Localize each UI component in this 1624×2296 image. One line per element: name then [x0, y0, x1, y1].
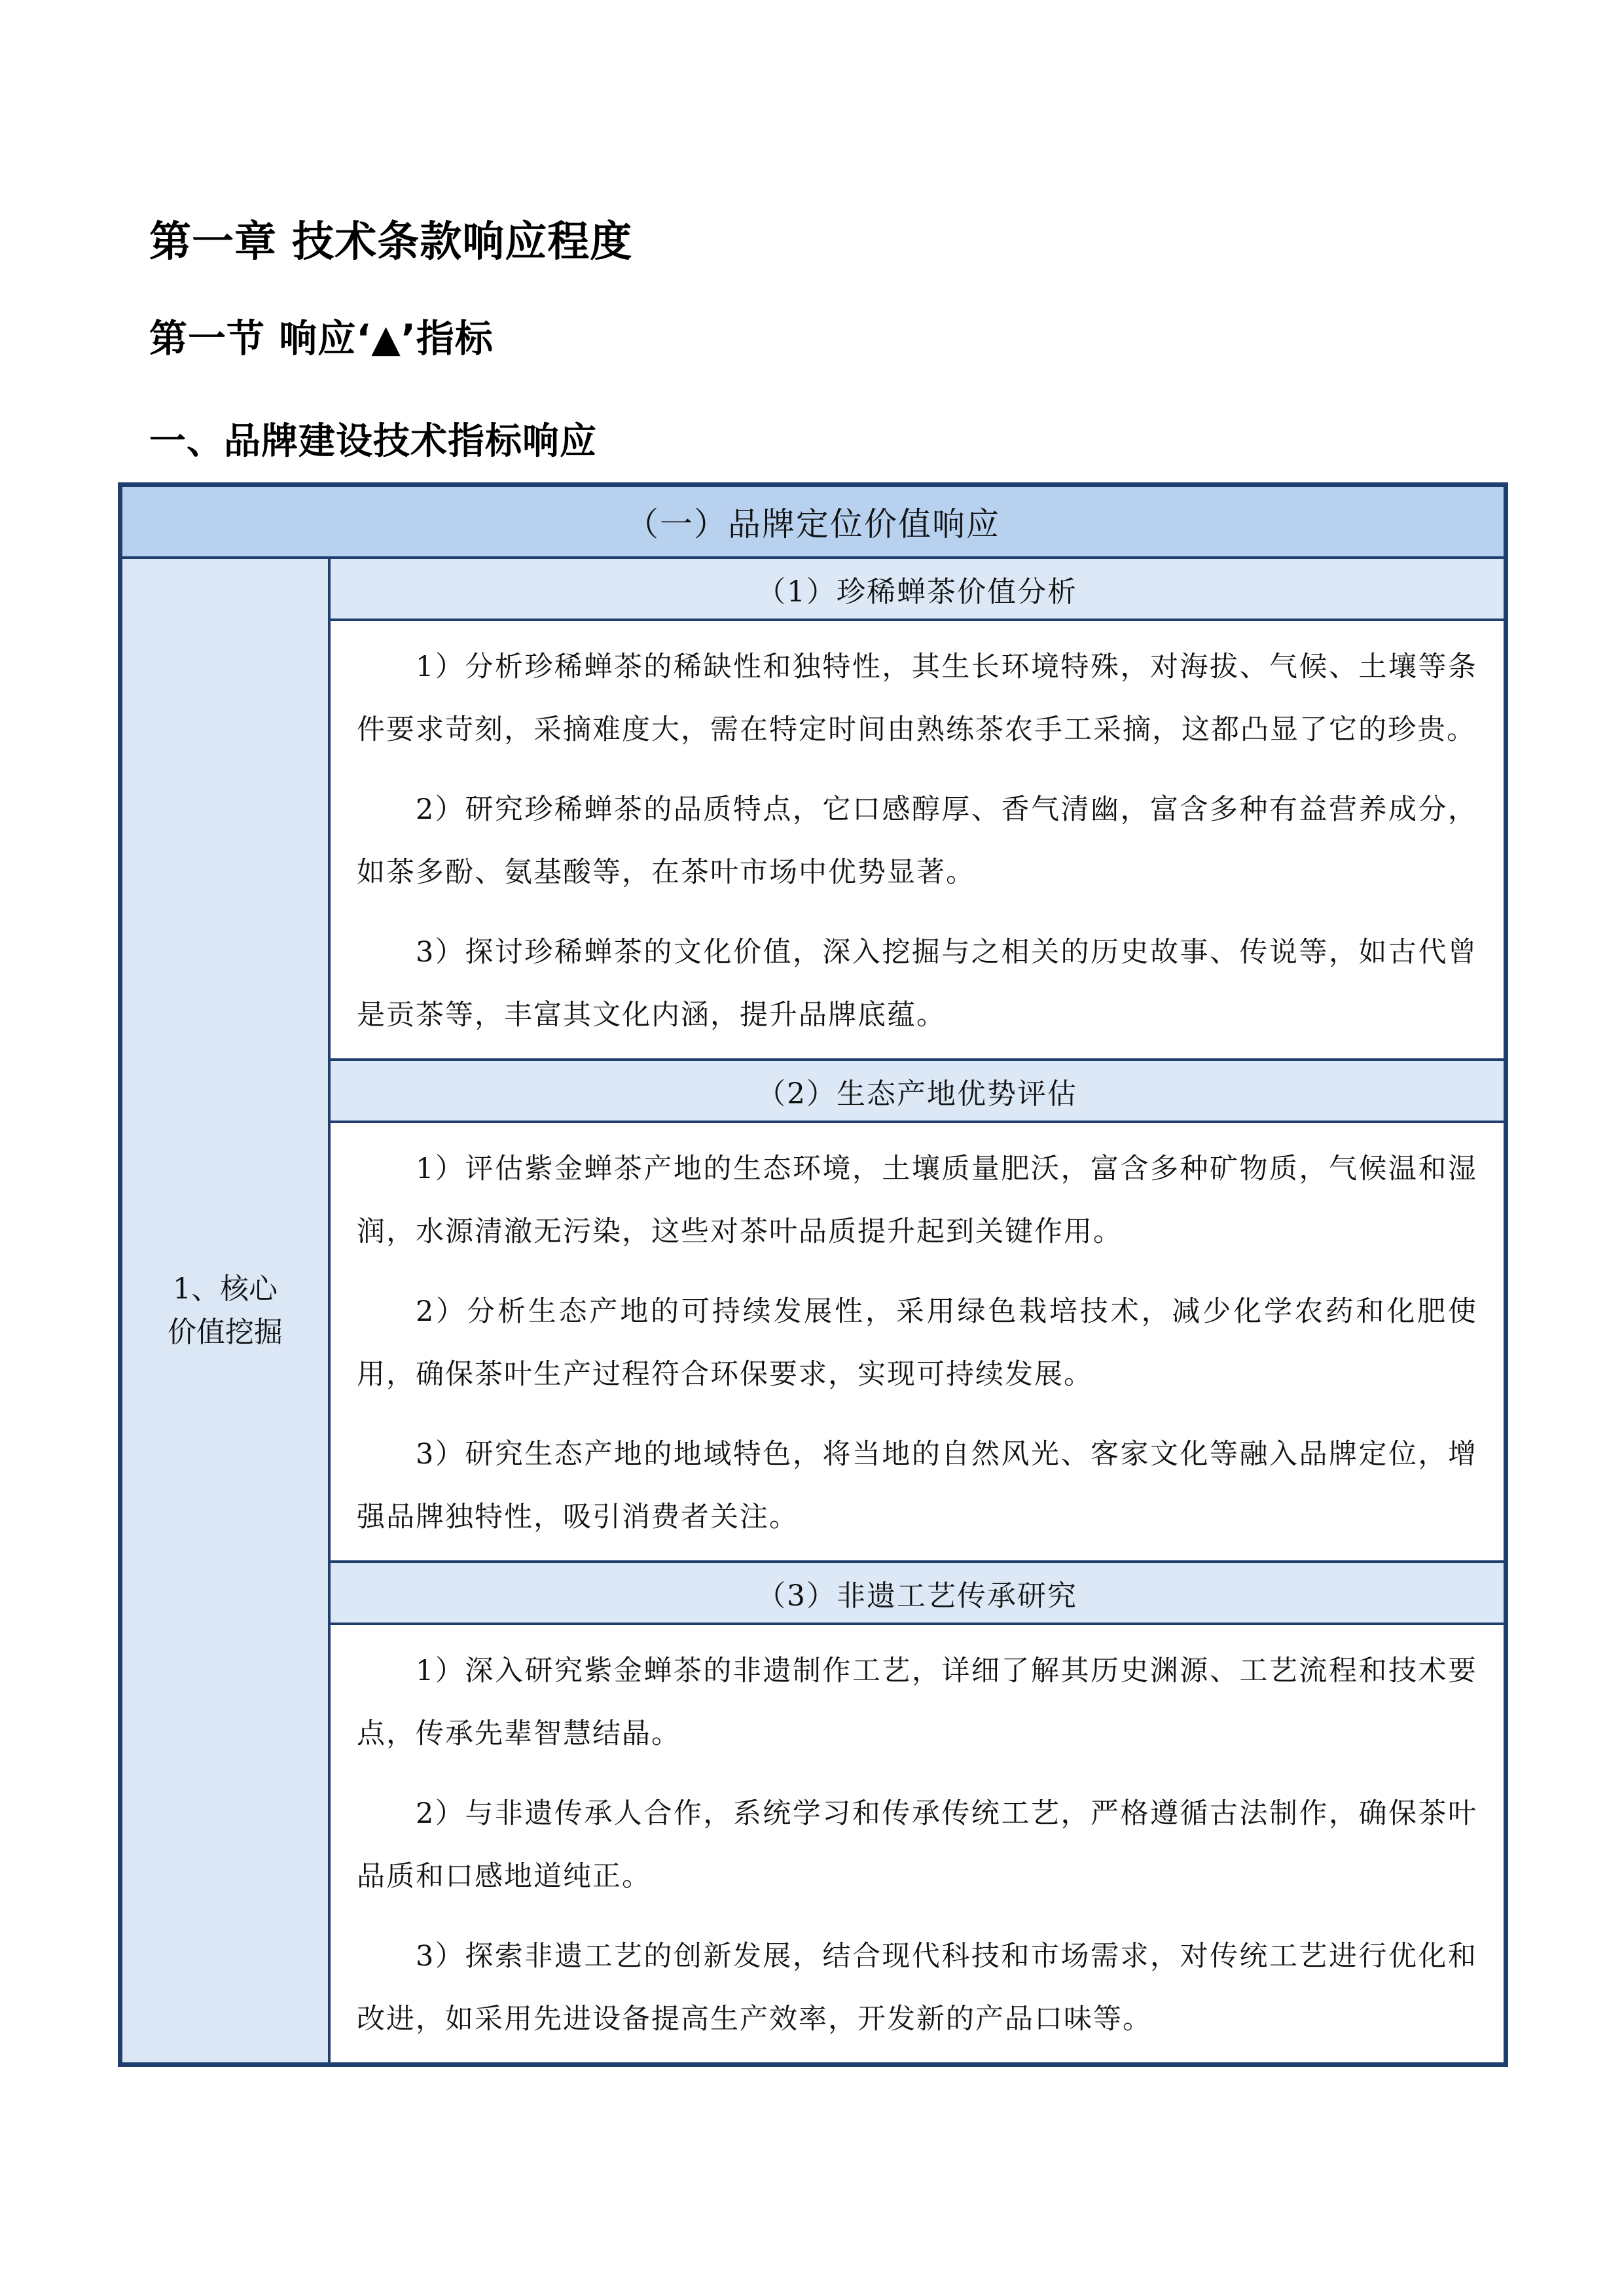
paragraph: 3）探讨珍稀蝉茶的文化价值，深入挖掘与之相关的历史故事、传说等，如古代曾是贡茶等，丰富其文化内涵，提升品牌底蕴。: [357, 936, 1477, 1031]
category-label: 1、核心价值挖掘: [168, 1272, 283, 1349]
paragraph: 2）与非遗传承人合作，系统学习和传承传统工艺，严格遵循古法制作，确保茶叶品质和口感地道纯正。: [357, 1797, 1477, 1893]
left-category-cell: [122, 559, 331, 2062]
block-content-1: [331, 621, 1504, 1061]
paragraph: 1）分析珍稀蝉茶的稀缺性和独特性，其生长环境特殊，对海拔、气候、土壤等条件要求苛刻，采摘难度大，需在特定时间由熟练茶农手工采摘，这都凸显了它的珍贵。: [357, 651, 1477, 746]
block-heading-1: （1）珍稀蝉茶价值分析: [331, 559, 1504, 621]
paragraph: 1）深入研究紫金蝉茶的非遗制作工艺，详细了解其历史渊源、工艺流程和技术要点，传承先辈智慧结晶。: [357, 1655, 1477, 1750]
subsection-title: 一、品牌建设技术指标响应: [149, 420, 597, 463]
paragraph: 1）评估紫金蝉茶产地的生态环境，土壤质量肥沃，富含多种矿物质，气候温和湿润，水源清澈无污染，这些对茶叶品质提升起到关键作用。: [357, 1153, 1477, 1248]
table-body: [122, 559, 1504, 2062]
paragraph: 2）研究珍稀蝉茶的品质特点，它口感醇厚、香气清幽，富含多种有益营养成分，如茶多酚、氨基酸等，在茶叶市场中优势显著。: [357, 793, 1477, 889]
block-content-3: [331, 1625, 1504, 2062]
block-heading-3: （3）非遗工艺传承研究: [331, 1563, 1504, 1625]
chapter-title: 第一章 技术条款响应程度: [149, 218, 633, 266]
paragraph: 3）探索非遗工艺的创新发展，结合现代科技和市场需求，对传统工艺进行优化和改进，如采用先进设备提高生产效率，开发新的产品口味等。: [357, 1940, 1477, 2036]
response-table: [118, 482, 1508, 2067]
paragraph: 3）研究生态产地的地域特色，将当地的自然风光、客家文化等融入品牌定位，增强品牌独特性，吸引消费者关注。: [357, 1438, 1477, 1534]
table-title: （一）品牌定位价值响应: [122, 487, 1504, 559]
section-title: 第一节 响应‘▲’指标: [149, 316, 494, 361]
block-heading-2: （2）生态产地优势评估: [331, 1061, 1504, 1123]
paragraph: 2）分析生态产地的可持续发展性，采用绿色栽培技术，减少化学农药和化肥使用，确保茶叶生产过程符合环保要求，实现可持续发展。: [357, 1295, 1477, 1391]
block-content-2: [331, 1123, 1504, 1563]
right-column: [331, 559, 1504, 2062]
